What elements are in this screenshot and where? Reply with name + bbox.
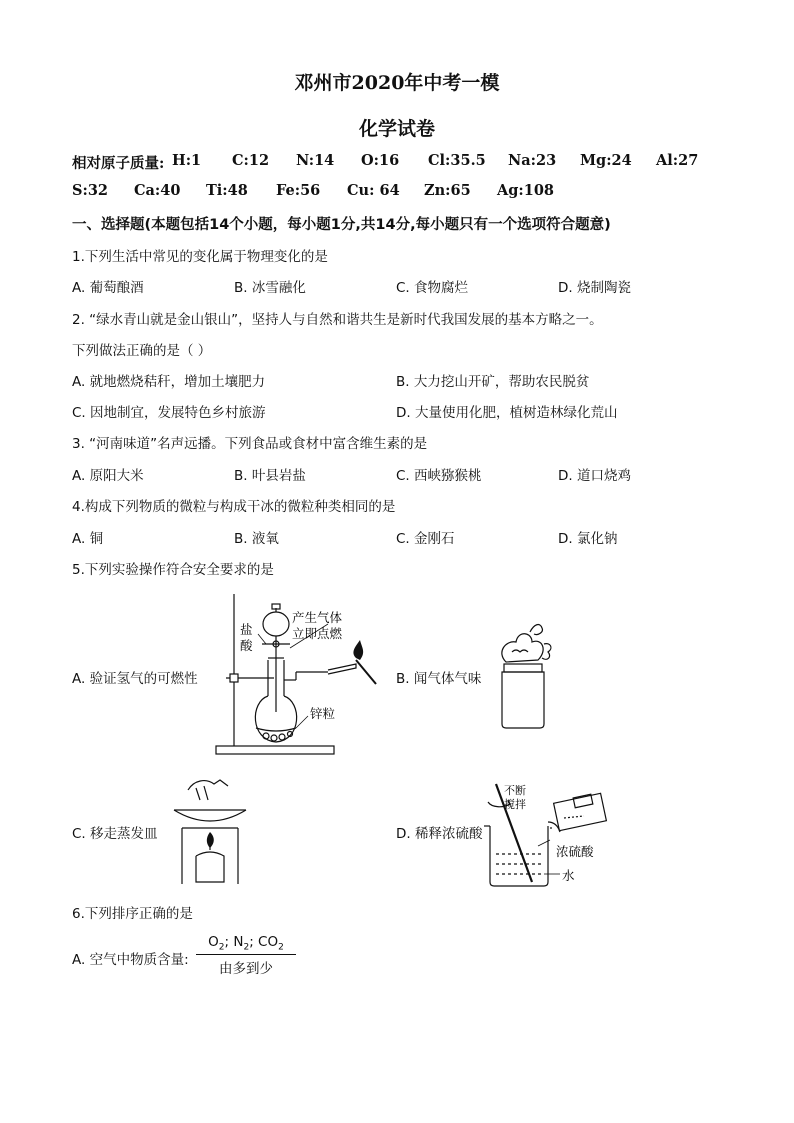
label-acid-bottom: 酸 xyxy=(240,638,253,653)
figure-evaporating-dish xyxy=(170,770,250,890)
section-heading: 一、选择题(本题包括14个小题，每小题1分,共14分,每小题只有一个选项符合题意) xyxy=(72,217,611,233)
atomic-mass-label: 相对原子质量: xyxy=(72,155,165,172)
figure-hydrogen-apparatus xyxy=(210,588,390,760)
label-acid-top: 盐 xyxy=(240,622,253,637)
atomic-mass-na: Na:23 xyxy=(508,152,557,169)
q1-option-a: A. 葡萄酿酒 xyxy=(72,280,144,296)
atomic-mass-h: H:1 xyxy=(172,152,202,169)
q5-option-d: D. 稀释浓硫酸 xyxy=(396,826,483,842)
question-2-stem-cont: 下列做法正确的是（ ） xyxy=(72,343,212,359)
atomic-mass-cl: Cl:35.5 xyxy=(428,152,486,169)
label-stir-2: 搅拌 xyxy=(504,798,526,811)
question-4-stem: 4.构成下列物质的微粒与构成干冰的微粒种类相同的是 xyxy=(72,499,396,515)
q5-option-c: C. 移走蒸发皿 xyxy=(72,826,158,842)
atomic-mass-s: S:32 xyxy=(72,182,109,199)
question-1-stem: 1.下列生活中常见的变化属于物理变化的是 xyxy=(72,249,328,265)
exam-subtitle: 化学试卷 xyxy=(358,118,435,140)
atomic-mass-n: N:14 xyxy=(296,152,335,169)
q1-option-c: C. 食物腐烂 xyxy=(396,280,469,296)
label-stir-1: 不断 xyxy=(504,784,526,797)
question-2-stem: 2. “绿水青山就是金山银山”，坚持人与自然和谐共生是新时代我国发展的基本方略之一。 xyxy=(72,312,603,328)
label-zinc: 锌粒 xyxy=(310,706,336,721)
q1-option-b: B. 冰雪融化 xyxy=(234,280,306,296)
label-gas-produced: 产生气体 xyxy=(292,610,343,625)
q2-option-c: C. 因地制宜，发展特色乡村旅游 xyxy=(72,405,266,421)
q5-option-a: A. 验证氢气的可燃性 xyxy=(72,671,198,687)
label-ignite-now: 立即点燃 xyxy=(292,626,343,641)
question-6-stem: 6.下列排序正确的是 xyxy=(72,906,193,922)
atomic-mass-mg: Mg:24 xyxy=(580,152,632,169)
q4-option-b: B. 液氧 xyxy=(234,531,279,547)
q3-option-d: D. 道口烧鸡 xyxy=(558,468,631,484)
atomic-mass-ti: Ti:48 xyxy=(206,182,248,199)
atomic-mass-al: Al:27 xyxy=(656,152,699,169)
q6-option-a-prefix: A. 空气中物质含量: xyxy=(72,952,189,968)
q4-option-d: D. 氯化钠 xyxy=(558,531,618,547)
atomic-mass-ag: Ag:108 xyxy=(497,182,555,199)
q1-option-d: D. 烧制陶瓷 xyxy=(558,280,631,296)
label-conc-acid: 浓硫酸 xyxy=(556,844,594,859)
atomic-mass-c: C:12 xyxy=(232,152,270,169)
q6-numerator: $O_2$; $N_2$; $CO_2$ xyxy=(196,934,296,955)
figure-dilute-acid xyxy=(478,778,618,892)
atomic-mass-ca: Ca:40 xyxy=(134,182,181,199)
q6-denominator: 由多到少 xyxy=(219,960,273,977)
q2-option-d: D. 大量使用化肥，植树造林绿化荒山 xyxy=(396,405,618,421)
q4-option-c: C. 金刚石 xyxy=(396,531,455,547)
q5-option-b: B. 闻气体气味 xyxy=(396,671,482,687)
figure-smell-gas xyxy=(488,616,568,732)
q3-option-c: C. 西峡猕猴桃 xyxy=(396,468,482,484)
q3-option-a: A. 原阳大米 xyxy=(72,468,144,484)
exam-title: 邓州市2020年中考一模 xyxy=(294,72,500,94)
q2-option-b: B. 大力挖山开矿，帮助农民脱贫 xyxy=(396,374,590,390)
label-water: 水 xyxy=(562,868,575,883)
question-3-stem: 3. “河南味道”名声远播。下列食品或食材中富含维生素的是 xyxy=(72,436,428,452)
atomic-mass-zn: Zn:65 xyxy=(424,182,471,199)
atomic-mass-cu: Cu: 64 xyxy=(347,182,400,199)
atomic-mass-o: O:16 xyxy=(361,152,400,169)
q2-option-a: A. 就地燃烧秸秆，增加土壤肥力 xyxy=(72,374,266,390)
q4-option-a: A. 铜 xyxy=(72,531,104,547)
q3-option-b: B. 叶县岩盐 xyxy=(234,468,306,484)
question-5-stem: 5.下列实验操作符合安全要求的是 xyxy=(72,562,274,578)
atomic-mass-fe: Fe:56 xyxy=(276,182,321,199)
q6-option-a-fraction xyxy=(196,934,296,977)
